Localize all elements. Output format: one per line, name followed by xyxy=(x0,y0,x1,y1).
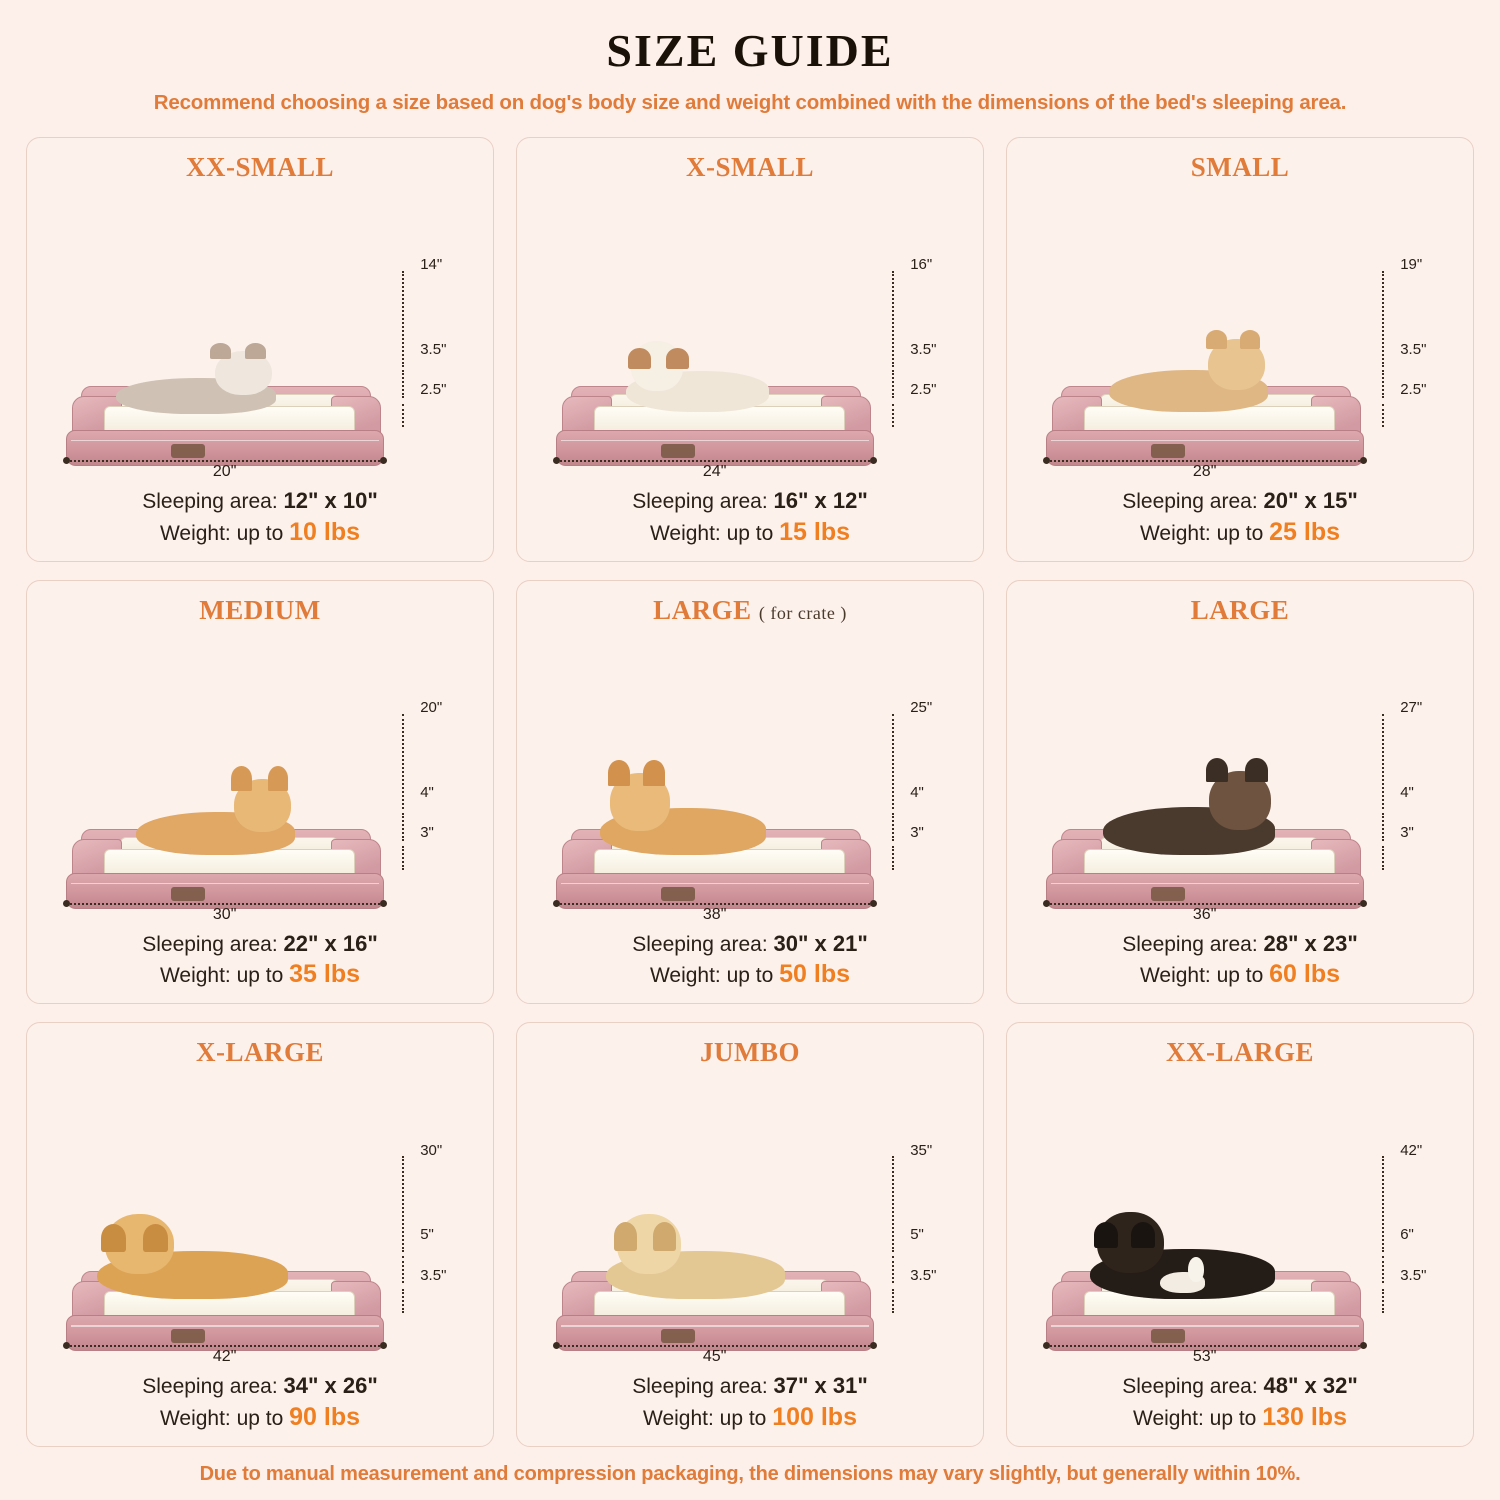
dim-bolster-height: 3.5" xyxy=(910,340,937,358)
pet-ear-left xyxy=(608,760,630,786)
sleeping-area-value: 37" x 31" xyxy=(773,1373,868,1399)
dim-bolster-height: 4" xyxy=(1400,783,1414,801)
dog-bed-graphic xyxy=(66,813,384,909)
sleeping-area-label: Sleeping area: xyxy=(1122,489,1258,513)
dim-line-bolster xyxy=(1382,1256,1386,1284)
card-title xyxy=(186,152,334,183)
weight-line xyxy=(1019,1401,1461,1434)
width-dimension xyxy=(66,460,384,482)
weight-line xyxy=(529,516,971,549)
pet-chihuahua-illustration xyxy=(1160,1257,1205,1293)
pet-border-collie-illustration xyxy=(1103,773,1275,855)
pet-golden-retriever-illustration xyxy=(97,1215,288,1299)
weight-value: 50 lbs xyxy=(779,960,851,989)
dim-width-value: 53" xyxy=(1192,1348,1217,1366)
sleeping-area-label: Sleeping area: xyxy=(142,932,278,956)
dim-bolster-height: 5" xyxy=(420,1226,434,1244)
bed-illustration xyxy=(1019,1070,1461,1367)
bed-illustration xyxy=(39,628,481,925)
weight-line xyxy=(1019,958,1461,991)
card-title xyxy=(653,595,847,626)
dim-line-bolster xyxy=(892,370,896,398)
dim-width-value: 38" xyxy=(702,905,727,923)
sleeping-area-label: Sleeping area: xyxy=(632,489,768,513)
weight-line xyxy=(529,958,971,991)
sleeping-area-line xyxy=(529,486,971,516)
dim-total-height: 25" xyxy=(910,698,933,716)
footer-note: Due to manual measurement and compression packaging, the dimensions may vary slightly, but generally within 10%. xyxy=(199,1463,1301,1485)
width-dimension xyxy=(556,903,874,925)
pet-ear-right xyxy=(143,1224,168,1253)
pet-ear-right xyxy=(643,760,665,786)
dim-line-height xyxy=(892,271,896,367)
pet-ear-right xyxy=(1245,758,1267,783)
pet-ear-left xyxy=(1206,330,1227,349)
dim-line-bolster xyxy=(892,813,896,841)
dim-line-base xyxy=(892,404,896,428)
card-specs xyxy=(39,1371,481,1434)
dim-line-bolster xyxy=(1382,813,1386,841)
sleeping-area-label: Sleeping area: xyxy=(1122,1375,1258,1399)
sleeping-area-label: Sleeping area: xyxy=(632,932,768,956)
weight-label: Weight: up to xyxy=(159,521,284,545)
card-size-name: X-LARGE xyxy=(195,1037,324,1068)
card-specs xyxy=(529,486,971,549)
pet-ear-right xyxy=(653,1222,676,1251)
dim-line-base xyxy=(402,846,406,870)
bed-illustration xyxy=(39,185,481,482)
size-card xyxy=(516,1022,984,1447)
dim-line-bolster xyxy=(402,1256,406,1284)
bed-brand-tag xyxy=(661,1329,695,1343)
dim-base-height: 3.5" xyxy=(420,1266,447,1284)
sleeping-area-line xyxy=(1019,929,1461,959)
height-dimensions xyxy=(1375,256,1459,440)
weight-value: 130 lbs xyxy=(1262,1402,1347,1431)
weight-line xyxy=(39,516,481,549)
dim-width-value: 45" xyxy=(702,1348,727,1366)
pet-ear-right xyxy=(268,766,289,791)
weight-value: 35 lbs xyxy=(289,960,361,989)
dim-total-height: 20" xyxy=(420,698,443,716)
bed-brand-tag xyxy=(1151,444,1185,458)
dim-line-base xyxy=(892,846,896,870)
dim-total-height: 14" xyxy=(420,256,443,274)
card-title xyxy=(686,152,814,183)
pet-head xyxy=(1188,1257,1204,1283)
size-card xyxy=(1006,1022,1474,1447)
dim-line-bolster xyxy=(402,370,406,398)
weight-value: 90 lbs xyxy=(289,1402,361,1431)
width-dimension xyxy=(1046,903,1364,925)
card-specs xyxy=(529,929,971,992)
weight-value: 15 lbs xyxy=(779,517,851,546)
sleeping-area-line xyxy=(529,929,971,959)
width-dimension xyxy=(1046,1345,1364,1367)
bed-brand-tag xyxy=(171,444,205,458)
bed-brand-tag xyxy=(1151,1329,1185,1343)
card-specs xyxy=(1019,929,1461,992)
dim-width-value: 42" xyxy=(212,1348,237,1366)
dim-line-height xyxy=(1382,271,1386,367)
dim-width-value: 20" xyxy=(212,462,237,480)
height-dimensions xyxy=(885,256,969,440)
pet-labrador-illustration xyxy=(606,1215,784,1299)
bed-brand-tag xyxy=(661,887,695,901)
size-card xyxy=(1006,580,1474,1005)
sleeping-area-value: 30" x 21" xyxy=(773,930,868,956)
size-card-grid xyxy=(26,137,1474,1447)
pet-ear-left xyxy=(210,343,231,359)
dim-bolster-height: 5" xyxy=(910,1226,924,1244)
dim-line-base xyxy=(402,404,406,428)
sleeping-area-line xyxy=(1019,486,1461,516)
dim-line-base xyxy=(892,1289,896,1313)
bed-brand-tag xyxy=(171,887,205,901)
height-dimensions xyxy=(395,699,479,883)
weight-line xyxy=(39,958,481,991)
pet-shih-tzu-illustration xyxy=(626,342,769,412)
bed-illustration xyxy=(1019,628,1461,925)
card-specs xyxy=(1019,486,1461,549)
dim-bolster-height: 6" xyxy=(1400,1226,1414,1244)
card-title xyxy=(1191,152,1290,183)
dim-total-height: 16" xyxy=(910,256,933,274)
dim-bolster-height: 3.5" xyxy=(1400,340,1427,358)
bed-illustration xyxy=(1019,185,1461,482)
dim-line-height xyxy=(402,1156,406,1252)
sleeping-area-line xyxy=(1019,1371,1461,1401)
sleeping-area-value: 22" x 16" xyxy=(283,930,378,956)
dim-total-height: 27" xyxy=(1400,698,1423,716)
card-specs xyxy=(529,1371,971,1434)
dim-line-height xyxy=(402,714,406,810)
weight-label: Weight: up to xyxy=(649,964,774,988)
dim-base-height: 3.5" xyxy=(1400,1266,1427,1284)
pet-ear-left xyxy=(1094,1222,1118,1248)
dim-base-height: 3" xyxy=(1400,824,1414,842)
pet-ear-left xyxy=(101,1224,126,1253)
bed-brand-tag xyxy=(661,444,695,458)
dim-line-bolster xyxy=(402,813,406,841)
dim-width-value: 28" xyxy=(1192,462,1217,480)
card-specs xyxy=(1019,1371,1461,1434)
dog-bed-graphic xyxy=(1046,370,1364,466)
width-dimension xyxy=(1046,460,1364,482)
card-size-name: X-SMALL xyxy=(685,152,814,182)
dim-base-height: 3.5" xyxy=(910,1266,937,1284)
bed-brand-tag xyxy=(1151,887,1185,901)
weight-label: Weight: up to xyxy=(159,964,284,988)
dim-width-value: 30" xyxy=(212,905,237,923)
weight-value: 25 lbs xyxy=(1269,517,1341,546)
pet-ear-right xyxy=(245,343,266,359)
dim-total-height: 30" xyxy=(420,1141,443,1159)
card-size-name: SMALL xyxy=(1190,152,1290,182)
pet-ear-left xyxy=(614,1222,637,1251)
pet-ear-right xyxy=(1240,330,1261,349)
weight-label: Weight: up to xyxy=(649,521,774,545)
height-dimensions xyxy=(1375,1142,1459,1326)
card-size-name: MEDIUM xyxy=(199,594,321,625)
bed-illustration xyxy=(529,185,971,482)
dog-bed-graphic xyxy=(1046,813,1364,909)
dim-base-height: 3" xyxy=(420,824,434,842)
height-dimensions xyxy=(885,699,969,883)
dim-line-base xyxy=(1382,1289,1386,1313)
bed-illustration xyxy=(39,1070,481,1367)
dim-line-height xyxy=(892,1156,896,1252)
height-dimensions xyxy=(395,256,479,440)
width-dimension xyxy=(556,1345,874,1367)
width-dimension xyxy=(556,460,874,482)
size-card xyxy=(26,137,494,562)
width-dimension xyxy=(66,903,384,925)
dim-line-height xyxy=(1382,1156,1386,1252)
weight-line xyxy=(529,1401,971,1434)
sleeping-area-value: 20" x 15" xyxy=(1263,487,1358,513)
dog-bed-graphic xyxy=(1046,1255,1364,1351)
height-dimensions xyxy=(885,1142,969,1326)
dim-bolster-height: 3.5" xyxy=(420,340,447,358)
pet-corgi-illustration xyxy=(136,781,295,855)
card-size-name: LARGE xyxy=(1190,594,1290,625)
height-dimensions xyxy=(1375,699,1459,883)
pet-french-bulldog-illustration xyxy=(1109,340,1268,412)
card-title xyxy=(700,1037,800,1068)
dim-bolster-height: 4" xyxy=(910,783,924,801)
dim-base-height: 2.5" xyxy=(910,381,937,399)
sleeping-area-line xyxy=(39,1371,481,1401)
dim-line-base xyxy=(402,1289,406,1313)
dog-bed-graphic xyxy=(556,1255,874,1351)
pet-ear-right xyxy=(1131,1222,1155,1248)
sleeping-area-value: 28" x 23" xyxy=(1263,930,1358,956)
dog-bed-graphic xyxy=(66,1255,384,1351)
dim-width-value: 24" xyxy=(702,462,727,480)
pet-ear-left xyxy=(231,766,252,791)
weight-line xyxy=(1019,516,1461,549)
card-specs xyxy=(39,929,481,992)
weight-line xyxy=(39,1401,481,1434)
bed-illustration xyxy=(529,628,971,925)
size-card xyxy=(26,1022,494,1447)
bed-illustration xyxy=(529,1070,971,1367)
size-card xyxy=(516,137,984,562)
width-dimension xyxy=(66,1345,384,1367)
dog-bed-graphic xyxy=(556,370,874,466)
card-title xyxy=(199,595,320,626)
dim-line-base xyxy=(1382,404,1386,428)
weight-value: 60 lbs xyxy=(1269,960,1341,989)
card-size-name: JUMBO xyxy=(700,1037,800,1068)
dim-line-height xyxy=(1382,714,1386,810)
pet-cat-illustration xyxy=(116,352,275,414)
dog-bed-graphic xyxy=(556,813,874,909)
card-title xyxy=(1166,1037,1314,1068)
dim-base-height: 2.5" xyxy=(420,381,447,399)
dim-line-base xyxy=(1382,846,1386,870)
sleeping-area-label: Sleeping area: xyxy=(142,1375,278,1399)
card-size-name: LARGE xyxy=(653,594,752,625)
size-card xyxy=(1006,137,1474,562)
dim-line-height xyxy=(402,271,406,367)
sleeping-area-label: Sleeping area: xyxy=(1122,932,1258,956)
page-subtitle: Recommend choosing a size based on dog's body size and weight combined with the dimensions of the bed's sleeping area. xyxy=(153,91,1347,114)
dim-line-bolster xyxy=(1382,370,1386,398)
pet-ear-right xyxy=(666,348,689,369)
size-card xyxy=(26,580,494,1005)
sleeping-area-label: Sleeping area: xyxy=(142,489,278,513)
sleeping-area-line xyxy=(529,1371,971,1401)
card-specs xyxy=(39,486,481,549)
sleeping-area-value: 16" x 12" xyxy=(773,487,868,513)
sleeping-area-line xyxy=(39,929,481,959)
weight-value: 100 lbs xyxy=(772,1402,857,1431)
dim-line-bolster xyxy=(892,1256,896,1284)
dim-total-height: 19" xyxy=(1400,256,1423,274)
sleeping-area-value: 48" x 32" xyxy=(1263,1373,1358,1399)
card-size-name: XX-SMALL xyxy=(185,152,334,182)
sleeping-area-value: 34" x 26" xyxy=(283,1373,378,1399)
weight-label: Weight: up to xyxy=(1139,964,1264,988)
dim-base-height: 2.5" xyxy=(1400,381,1427,399)
pet-ear-left xyxy=(628,348,651,369)
weight-label: Weight: up to xyxy=(1139,521,1264,545)
sleeping-area-value: 12" x 10" xyxy=(283,487,378,513)
dog-bed-graphic xyxy=(66,370,384,466)
weight-label: Weight: up to xyxy=(1133,1406,1257,1430)
card-size-name: XX-LARGE xyxy=(1165,1037,1314,1068)
dim-bolster-height: 4" xyxy=(420,783,434,801)
page-title: SIZE GUIDE xyxy=(606,25,894,76)
dim-total-height: 42" xyxy=(1400,1141,1423,1159)
sleeping-area-line xyxy=(39,486,481,516)
dim-line-height xyxy=(892,714,896,810)
sleeping-area-label: Sleeping area: xyxy=(632,1375,768,1399)
card-title xyxy=(196,1037,324,1068)
height-dimensions xyxy=(395,1142,479,1326)
card-title xyxy=(1191,595,1290,626)
dim-base-height: 3" xyxy=(910,824,924,842)
weight-value: 10 lbs xyxy=(289,517,361,546)
weight-label: Weight: up to xyxy=(643,1406,767,1430)
card-size-note: ( for crate ) xyxy=(758,602,847,623)
weight-label: Weight: up to xyxy=(159,1406,284,1430)
dim-total-height: 35" xyxy=(910,1141,933,1159)
dim-width-value: 36" xyxy=(1192,905,1217,923)
size-card xyxy=(516,580,984,1005)
bed-brand-tag xyxy=(171,1329,205,1343)
pet-shiba-inu-illustration xyxy=(600,775,765,855)
pet-ear-left xyxy=(1206,758,1228,783)
